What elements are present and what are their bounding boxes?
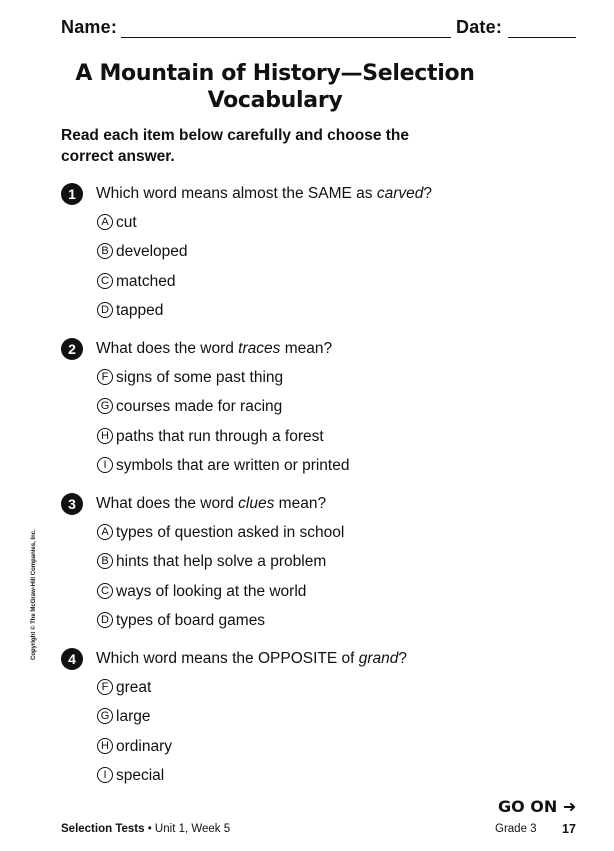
go-on-label: GO ON ➜ (498, 797, 577, 816)
question-text-pre: Which word means the OPPOSITE of (96, 650, 359, 667)
answer-option-text: tapped (116, 301, 164, 319)
answer-option[interactable] (97, 582, 306, 602)
instructions-line-2: correct answer. (61, 148, 175, 165)
answer-option[interactable] (97, 368, 283, 388)
answer-bubble[interactable]: C (97, 583, 113, 599)
answer-option-text: large (116, 708, 151, 726)
answer-bubble[interactable]: H (97, 428, 113, 444)
answer-bubble[interactable]: C (97, 273, 113, 289)
answer-option[interactable] (97, 552, 326, 572)
answer-option-text: great (116, 679, 152, 696)
answer-bubble[interactable]: B (97, 243, 113, 259)
answer-option[interactable] (97, 301, 163, 321)
answer-option-text: special (116, 766, 165, 784)
answer-option-text: types of question asked in school (116, 524, 345, 541)
question-number: 4 (61, 648, 83, 670)
question-text (96, 339, 332, 359)
answer-option[interactable] (97, 397, 282, 417)
name-field-line[interactable] (121, 37, 451, 38)
answer-option-text: ordinary (116, 737, 172, 755)
question-text (96, 649, 407, 669)
answer-option-text: signs of some past thing (116, 369, 284, 386)
question-keyword: traces (238, 340, 281, 357)
answer-option[interactable] (97, 213, 137, 233)
answer-bubble[interactable]: D (97, 612, 113, 628)
answer-option[interactable] (97, 611, 265, 631)
question-text-pre: Which word means almost the SAME as (96, 185, 377, 202)
name-label: Name: (61, 17, 118, 37)
answer-option-text: types of board games (116, 611, 266, 629)
question-text-post: mean? (280, 340, 333, 357)
question-keyword: clues (238, 495, 275, 512)
question-text (96, 184, 432, 204)
answer-option[interactable] (97, 523, 344, 543)
question-number: 3 (61, 493, 83, 515)
answer-option-text: cut (116, 214, 137, 231)
answer-option-text: symbols that are written or printed (116, 456, 350, 474)
question-number: 2 (61, 338, 83, 360)
footer-left (61, 823, 230, 835)
answer-option[interactable] (97, 737, 172, 757)
footer-grade: Grade 3 (495, 823, 537, 835)
answer-option[interactable] (97, 427, 324, 447)
answer-option-text: ways of looking at the world (116, 582, 307, 600)
answer-bubble[interactable]: I (97, 767, 113, 783)
answer-bubble[interactable]: G (97, 398, 113, 414)
question-text-pre: What does the word (96, 495, 239, 512)
answer-option-text: developed (116, 243, 188, 261)
question-number: 1 (61, 183, 83, 205)
question-keyword: carved (376, 185, 424, 202)
title-line-2: Vocabulary (207, 88, 343, 113)
question-text-post: ? (423, 185, 432, 202)
footer-series: Selection Tests (61, 823, 145, 835)
answer-option[interactable] (97, 456, 349, 476)
answer-option[interactable] (97, 242, 188, 262)
answer-bubble[interactable]: D (97, 302, 113, 318)
answer-option-text: courses made for racing (116, 398, 283, 416)
date-field-line[interactable] (508, 37, 576, 38)
page-number: 17 (562, 822, 576, 836)
instructions-line-1: Read each item below carefully and choose the (61, 127, 409, 144)
answer-bubble[interactable]: F (97, 369, 113, 385)
title-line-1: A Mountain of History—Selection (75, 61, 475, 86)
answer-option[interactable] (97, 272, 175, 292)
date-label: Date: (456, 17, 503, 37)
answer-bubble[interactable]: G (97, 708, 113, 724)
page-title (40, 60, 510, 114)
question-keyword: grand (358, 650, 399, 667)
answer-bubble[interactable]: B (97, 553, 113, 569)
copyright-notice: Copyright © The McGraw-Hill Companies, Inc. (31, 529, 37, 660)
answer-option[interactable] (97, 678, 151, 698)
question-text (96, 494, 326, 514)
answer-option[interactable] (97, 766, 164, 786)
answer-option-text: hints that help solve a problem (116, 553, 327, 571)
instructions (61, 125, 461, 167)
answer-option-text: matched (116, 272, 176, 290)
answer-bubble[interactable]: F (97, 679, 113, 695)
answer-bubble[interactable]: A (97, 214, 113, 230)
footer-unit: • Unit 1, Week 5 (144, 823, 231, 835)
question-text-pre: What does the word (96, 340, 239, 357)
answer-option-text: paths that run through a forest (116, 427, 324, 445)
question-text-post: ? (398, 650, 408, 667)
answer-option[interactable] (97, 707, 150, 727)
header-row (61, 17, 577, 43)
answer-bubble[interactable]: H (97, 738, 113, 754)
answer-bubble[interactable]: I (97, 457, 113, 473)
answer-bubble[interactable]: A (97, 524, 113, 540)
question-text-post: mean? (274, 495, 327, 512)
